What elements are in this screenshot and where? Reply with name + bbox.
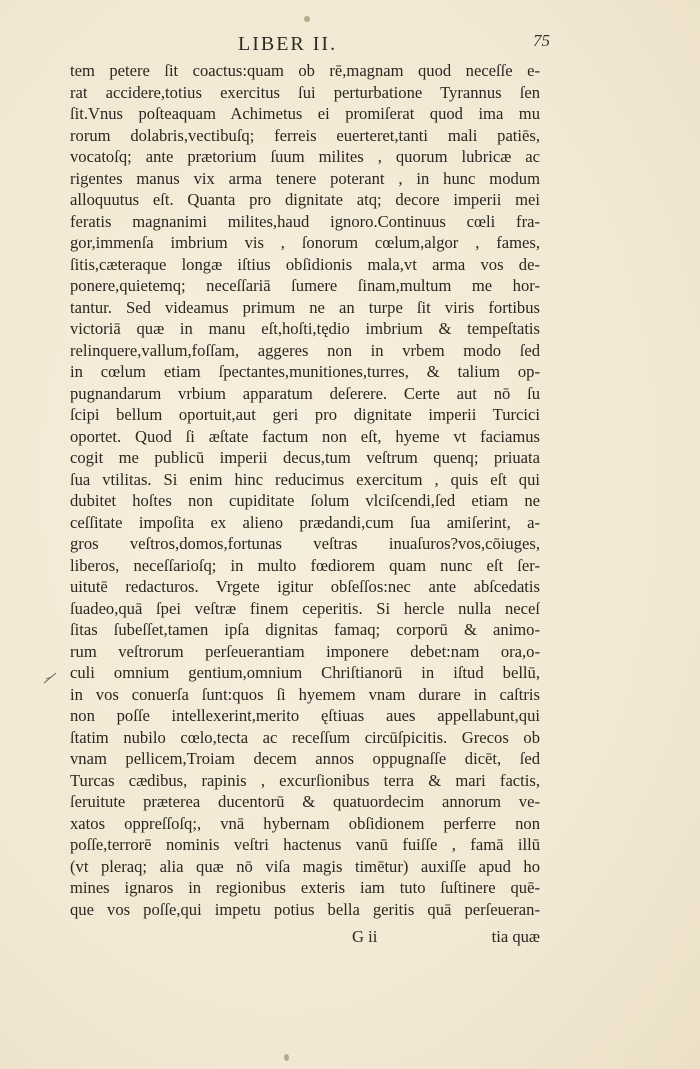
text-line: ſua vtilitas. Si enim hinc reducimus exercitum , quis eſt qui (70, 469, 540, 489)
page-footer (70, 927, 540, 949)
page-header (70, 31, 550, 59)
text-line: tantur. Sed videamus primum ne an turpe ſit viris fortibus (70, 297, 540, 317)
text-line: rat accidere,totius exercitus ſui perturbatione Tyrannus ſen (70, 82, 540, 102)
catchword: tia quæ (491, 927, 540, 946)
margin-annotation-mark (42, 671, 58, 685)
page-number: 75 (533, 31, 550, 50)
text-line: victoriā quæ in manu eſt,hoſti,tędio imbrium & tempeſtatis (70, 319, 540, 338)
text-line: ponere,quietemq; neceſſariā ſumere ſinam,multum me hor- (70, 276, 540, 295)
text-line: ſcipi bellum oportuit,aut geri pro dignitate imperii Turcici (70, 405, 540, 424)
text-line: non poſſe intellexerint,merito ęſtiuas aues appellabunt,qui (70, 706, 540, 725)
text-line: dubitet hoſtes non cupiditate ſolum vlciſcendi,ſed etiam ne (70, 491, 540, 510)
text-line: ſitas ſubeſſet,tamen ipſa dignitas famaq; corporū & animo- (70, 620, 540, 639)
text-line: ſuadeo,quā ſpei veſtræ finem ceperitis. Si hercle nulla neceſ (70, 598, 540, 618)
body-text (70, 60, 540, 920)
text-line: gros veſtros,domos,fortunas veſtras inuaſuros?vos,cōiuges, (70, 534, 540, 553)
text-line: ſit.Vnus poſteaquam Achimetus ei promiſerat quod ima mu (70, 104, 540, 123)
text-line: cogit me publicū imperii decus,tum veſtrum quenq; priuata (70, 448, 540, 467)
text-line: oportet. Quod ſi æſtate factum non eſt, hyeme vt faciamus (70, 426, 540, 446)
text-line: liberos, neceſſarioſq; in multo fœdiorem quam nunc eſt ſer- (70, 555, 540, 575)
text-line: xatos oppreſſoſq;, vnā hybernam obſidionem perferre non (70, 813, 540, 833)
text-line: ſeruitute præterea ducentorū & quatuordecim annorum ve- (70, 792, 540, 811)
text-line: tem petere ſit coactus:quam ob rē,magnam quod neceſſe e- (70, 61, 540, 80)
text-line: in cœlum etiam ſpectantes,munitiones,turres, & talium op- (70, 362, 540, 381)
text-line: feratis magnanimi milites,haud ignoro.Continuus cœli fra- (70, 211, 540, 231)
text-line: ſitis,cæteraque longæ iſtius obſidionis mala,vt arma vos de- (70, 254, 540, 274)
text-line: culi omnium gentium,omnium Chriſtianorū in iſtud bellū, (70, 663, 540, 682)
text-line: in vos conuerſa ſunt:quos ſi hyemem vnam durare in caſtris (70, 684, 540, 704)
text-line: pugnandarum vrbium apparatum deſerere. Certe aut nō ſu (70, 383, 540, 403)
text-line: (vt pleraq; alia quæ nō viſa magis timētur) auxiſſe apud ho (70, 856, 540, 876)
text-line: uitutē redacturos. Vrgete igitur obſeſſos:nec ante abſcedatis (70, 577, 540, 596)
text-line: rorum dolabris,vectibuſq; ferreis euerteret,tanti mali patiēs, (70, 125, 540, 145)
text-line: relinquere,vallum,foſſam, aggeres non in vrbem modo ſed (70, 340, 540, 360)
text-line: poſſe,terrorē nominis veſtri hactenus vanū fuiſſe , famā illū (70, 835, 540, 854)
text-line: mines ignaros in regionibus exteris iam tuto ſuſtinere quē- (70, 878, 540, 897)
text-line: rigentes manus vix arma tenere poterant , in hunc modum (70, 168, 540, 188)
text-line: Turcas cædibus, rapinis , excurſionibus terra & mari factis, (70, 770, 540, 790)
text-line: ceſſitate impoſita ex alieno prædandi,cum ſua amiſerint, a- (70, 512, 540, 532)
text-line: gor,immenſa imbrium vis , ſonorum cœlum,algor , fames, (70, 233, 540, 252)
running-head: LIBER II. (238, 33, 338, 55)
text-line: vocatoſq; ante prætorium ſuum milites , quorum lubricæ ac (70, 147, 540, 166)
text-line: alloquutus eſt. Quanta pro dignitate atq; decore imperii mei (70, 190, 540, 209)
signature-mark: G ii (352, 927, 378, 946)
text-line: rum veſtrorum perſeuerantiam imponere debet:nam ora,o- (70, 641, 540, 661)
text-line: ſtatim nubilo cœlo,tecta ac receſſum circūſpicitis. Grecos ob (70, 727, 540, 747)
text-line: que vos poſſe,qui impetu potius bella geritis quā perſeueran- (70, 899, 540, 919)
paper-speck (284, 1054, 289, 1061)
text-line: vnam pellicem,Troiam decem annos oppugnaſſe dicēt, ſed (70, 749, 540, 768)
paper-speck (304, 16, 310, 22)
